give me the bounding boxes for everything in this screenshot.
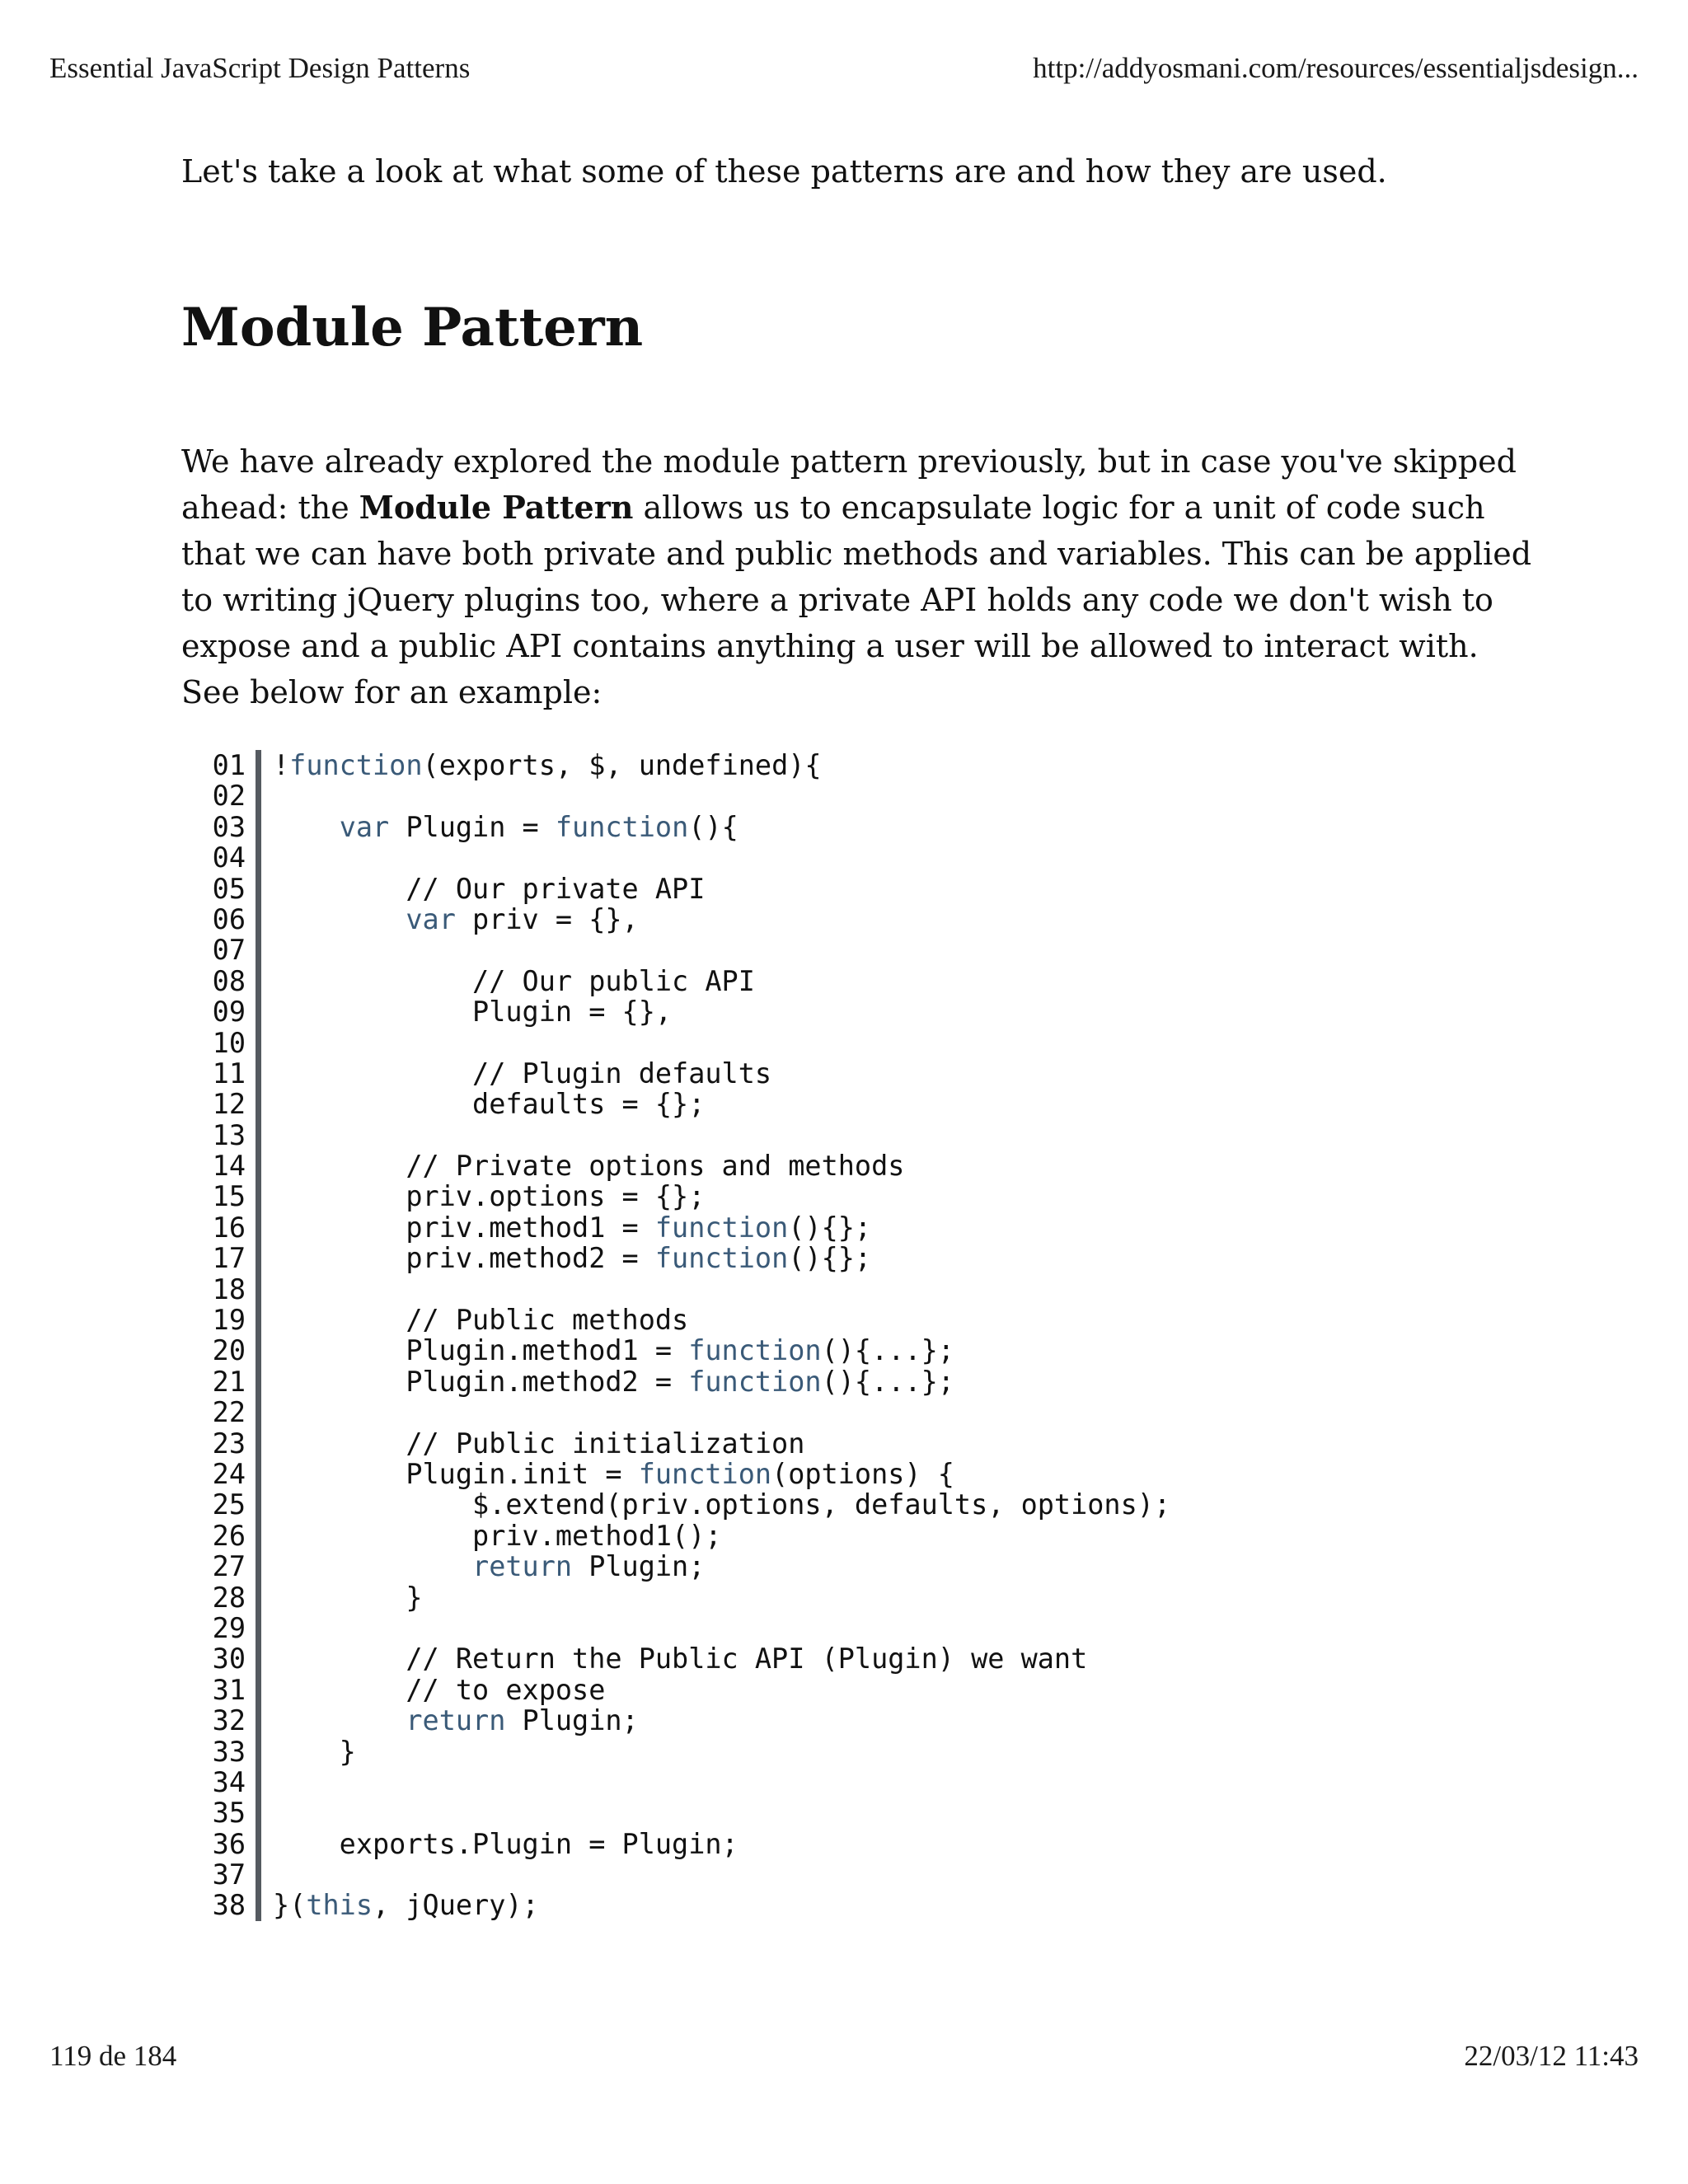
- code-text: [261, 1767, 273, 1797]
- code-line: [190, 1305, 1525, 1335]
- code-text: Plugin.method2 = function(){...};: [273, 1365, 954, 1398]
- code-line: [190, 1151, 1525, 1181]
- code-line: [190, 812, 1525, 842]
- line-number: 13: [190, 1120, 261, 1151]
- code-text: // Our public API: [273, 964, 755, 997]
- code-text: // Public methods: [273, 1304, 689, 1337]
- code-text: // Our private API: [273, 872, 706, 905]
- code-keyword: function: [289, 749, 423, 781]
- line-number: 15: [190, 1181, 261, 1212]
- code-line: [190, 1643, 1525, 1674]
- code-text: return Plugin;: [406, 1704, 639, 1737]
- code-line: [190, 1675, 1525, 1705]
- code-keyword: function: [654, 1242, 789, 1275]
- line-number: 33: [190, 1736, 261, 1767]
- code-keyword: var: [339, 810, 390, 843]
- line-number: 07: [190, 935, 261, 965]
- code-line: [190, 1736, 1525, 1767]
- code-text: [261, 1397, 273, 1427]
- code-text: [261, 842, 273, 873]
- code-line: [190, 966, 1525, 996]
- code-line: [190, 1829, 1525, 1859]
- code-text: Plugin.init = function(options) {: [273, 1457, 954, 1490]
- code-text: // Plugin defaults: [273, 1057, 772, 1090]
- code-text: !function(exports, $, undefined){: [273, 749, 822, 781]
- code-text: exports.Plugin = Plugin;: [273, 1827, 738, 1860]
- line-number: 35: [190, 1797, 261, 1828]
- line-number: 08: [190, 966, 261, 996]
- code-text: [261, 780, 273, 811]
- line-number: 23: [190, 1428, 261, 1459]
- code-text: priv.method1();: [273, 1519, 722, 1552]
- code-line: [190, 1028, 1525, 1058]
- source-url: http://addyosmani.com/resources/essentialjsdesign...: [1033, 52, 1639, 84]
- paragraph-text-start: We have already explored the module pattern previously, but in case you've skipped ahead: the: [181, 443, 1517, 526]
- code-line: [190, 1428, 1525, 1459]
- page-number: 119 de 184: [49, 2040, 177, 2072]
- line-number: 09: [190, 996, 261, 1027]
- code-line: [190, 1335, 1525, 1366]
- line-number: 17: [190, 1243, 261, 1273]
- line-number: 18: [190, 1274, 261, 1305]
- line-number: 14: [190, 1151, 261, 1181]
- code-line: [190, 1767, 1525, 1797]
- code-line: [190, 1397, 1525, 1427]
- line-number: 30: [190, 1643, 261, 1674]
- code-line: [190, 780, 1525, 811]
- code-line: [190, 1366, 1525, 1397]
- print-footer: [49, 2037, 1639, 2075]
- code-text: [261, 1613, 273, 1643]
- code-keyword: return: [406, 1704, 506, 1737]
- line-number: 19: [190, 1305, 261, 1335]
- line-number: 10: [190, 1028, 261, 1058]
- code-line: [190, 1274, 1525, 1305]
- code-line: [190, 842, 1525, 873]
- line-number: 03: [190, 812, 261, 842]
- code-line: [190, 996, 1525, 1027]
- line-number: 12: [190, 1089, 261, 1119]
- code-text: }: [273, 1581, 423, 1614]
- code-keyword: var: [406, 902, 456, 935]
- code-text: }(this, jQuery);: [273, 1889, 539, 1922]
- code-text: // Return the Public API (Plugin) we want: [273, 1643, 1088, 1675]
- code-text: }: [273, 1735, 356, 1768]
- line-number: 37: [190, 1859, 261, 1890]
- code-text: priv.method1 = function(){};: [273, 1211, 872, 1244]
- line-number: 16: [190, 1212, 261, 1243]
- code-text: [261, 1859, 273, 1890]
- code-text: [261, 1274, 273, 1305]
- document-title: Essential JavaScript Design Patterns: [49, 52, 471, 84]
- code-text: // Public initialization: [273, 1427, 805, 1460]
- code-text: // to expose: [273, 1673, 606, 1706]
- code-line: [190, 1582, 1525, 1613]
- code-keyword: function: [638, 1457, 772, 1490]
- line-number: 05: [190, 874, 261, 904]
- code-text: return Plugin;: [472, 1550, 706, 1583]
- paragraph-bold-term: Module Pattern: [359, 489, 634, 526]
- code-text: priv.method2 = function(){};: [273, 1242, 872, 1275]
- line-number: 01: [190, 750, 261, 780]
- code-line: [190, 1890, 1525, 1920]
- code-line: [190, 1551, 1525, 1582]
- code-line: [190, 1212, 1525, 1243]
- print-header: [49, 49, 1639, 87]
- code-line: [190, 1859, 1525, 1890]
- code-keyword: function: [654, 1211, 789, 1244]
- code-block: [190, 750, 1525, 1921]
- paragraph-text-end: allows us to encapsulate logic for a unit of code such that we can have both private and public methods and variables. This can be applied to writing jQuery plugins too, where a private API holds any code we don't wish to expose and a public API contains anything a user will be allowed to interact with. See below for an example:: [181, 490, 1532, 710]
- line-number: 32: [190, 1705, 261, 1736]
- code-line: [190, 1120, 1525, 1151]
- line-number: 27: [190, 1551, 261, 1582]
- line-number: 31: [190, 1675, 261, 1705]
- article-content: [181, 148, 1533, 1922]
- code-line: [190, 874, 1525, 904]
- line-number: 02: [190, 780, 261, 811]
- line-number: 28: [190, 1582, 261, 1613]
- code-line: [190, 1797, 1525, 1828]
- line-number: 21: [190, 1366, 261, 1397]
- code-line: [190, 1705, 1525, 1736]
- code-text: Plugin.method1 = function(){...};: [273, 1334, 954, 1367]
- code-line: [190, 1521, 1525, 1551]
- code-keyword: return: [472, 1550, 573, 1583]
- code-text: defaults = {};: [273, 1088, 706, 1121]
- code-text: var Plugin = function(){: [339, 810, 738, 843]
- line-number: 25: [190, 1489, 261, 1520]
- print-datetime: 22/03/12 11:43: [1464, 2040, 1639, 2072]
- code-text: $.extend(priv.options, defaults, options);: [273, 1488, 1171, 1521]
- code-line: [190, 750, 1525, 780]
- line-number: 22: [190, 1397, 261, 1427]
- line-number: 34: [190, 1767, 261, 1797]
- line-number: 36: [190, 1829, 261, 1859]
- line-number: 26: [190, 1521, 261, 1551]
- code-line: [190, 1613, 1525, 1643]
- code-text: [261, 1120, 273, 1151]
- code-line: [190, 904, 1525, 935]
- code-line: [190, 1243, 1525, 1273]
- code-text: Plugin = {},: [273, 996, 673, 1029]
- code-text: priv.options = {};: [273, 1180, 706, 1213]
- code-line: [190, 1058, 1525, 1089]
- body-paragraph: [181, 438, 1533, 715]
- line-number: 24: [190, 1459, 261, 1489]
- line-number: 29: [190, 1613, 261, 1643]
- code-text: var priv = {},: [406, 902, 639, 935]
- code-text: [261, 1797, 273, 1828]
- section-title: Module Pattern: [181, 297, 644, 359]
- code-text: // Private options and methods: [273, 1150, 905, 1183]
- code-line: [190, 935, 1525, 965]
- line-number: 04: [190, 842, 261, 873]
- code-keyword: function: [688, 1334, 822, 1367]
- line-number: 38: [190, 1890, 261, 1920]
- code-text: [261, 1028, 273, 1058]
- line-number: 06: [190, 904, 261, 935]
- code-line: [190, 1181, 1525, 1212]
- line-number: 20: [190, 1335, 261, 1366]
- code-line: [190, 1489, 1525, 1520]
- code-keyword: function: [555, 810, 689, 843]
- code-keyword: this: [306, 1889, 373, 1922]
- code-keyword: function: [688, 1365, 822, 1398]
- lead-paragraph: Let's take a look at what some of these patterns are and how they are used.: [181, 153, 1387, 190]
- code-line: [190, 1089, 1525, 1119]
- code-text: [261, 935, 273, 965]
- code-line: [190, 1459, 1525, 1489]
- line-number: 11: [190, 1058, 261, 1089]
